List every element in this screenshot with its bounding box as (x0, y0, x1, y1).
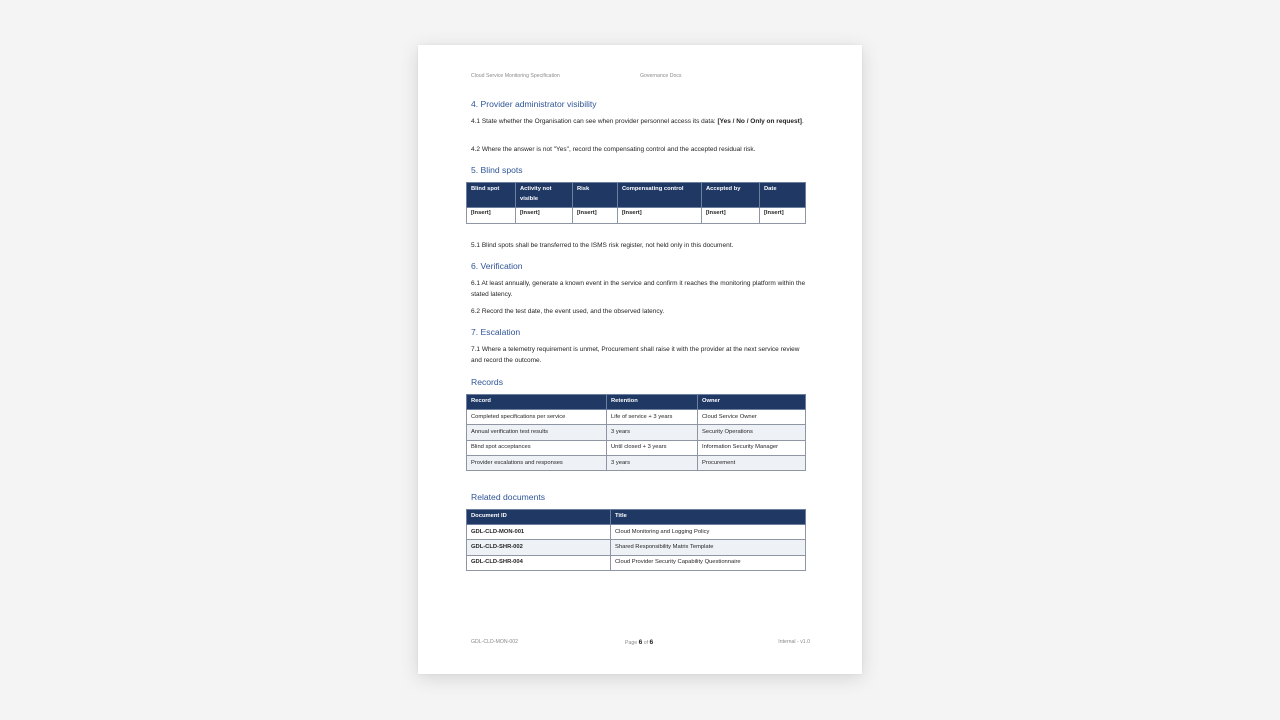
footer-doc-id: GDL-CLD-MON-002 (471, 639, 518, 645)
table-cell: 3 years (607, 455, 698, 470)
blind-spots-table (466, 182, 806, 224)
column-header: Date (760, 183, 806, 208)
table-cell: Security Operations (698, 425, 806, 440)
document-id-cell: GDL-CLD-MON-001 (467, 525, 611, 540)
heading-escalation: 7. Escalation (471, 327, 521, 337)
table-cell: [Insert] (467, 208, 516, 224)
table-cell: Blind spot acceptances (467, 440, 607, 455)
document-title-cell: Shared Responsibility Matrix Template (611, 540, 806, 555)
table-cell: Annual verification test results (467, 425, 607, 440)
table-cell: Life of service + 3 years (607, 410, 698, 425)
table-cell: [Insert] (618, 208, 702, 224)
column-header: Owner (698, 395, 806, 410)
table-cell: [Insert] (573, 208, 618, 224)
document-id-cell: GDL-CLD-SHR-002 (467, 540, 611, 555)
column-header: Accepted by (702, 183, 760, 208)
table-header-row (467, 395, 806, 410)
heading-related-documents: Related documents (471, 492, 546, 502)
table-cell: [Insert] (516, 208, 573, 224)
para-6-2: 6.2 Record the test date, the event used, and the observed latency. (471, 308, 665, 315)
table-row (467, 525, 806, 540)
column-header: Document ID (467, 510, 611, 525)
document-title-cell: Cloud Monitoring and Logging Policy (611, 525, 806, 540)
table-row (467, 440, 806, 455)
para-4-1: 4.1 State whether the Organisation can see when provider personnel access its data: [Yes / No / Only on request]. (471, 118, 804, 125)
para-7-1: 7.1 Where a telemetry requirement is unmet, Procurement shall raise it with the provider at the next service review and record the outcome. (471, 346, 800, 364)
table-cell: [Insert] (760, 208, 806, 224)
column-header: Record (467, 395, 607, 410)
para-5-1: 5.1 Blind spots shall be transferred to the ISMS risk register, not held only in this document. (471, 242, 734, 249)
table-header-row (467, 183, 806, 208)
table-cell: Procurement (698, 455, 806, 470)
table-row (467, 425, 806, 440)
document-title-cell: Cloud Provider Security Capability Questionnaire (611, 555, 806, 570)
column-header: Risk (573, 183, 618, 208)
table-cell: 3 years (607, 425, 698, 440)
table-row (467, 555, 806, 570)
table-row (467, 208, 806, 224)
table-cell: Completed specifications per service (467, 410, 607, 425)
document-id-cell: GDL-CLD-SHR-004 (467, 555, 611, 570)
para-6-1: 6.1 At least annually, generate a known event in the service and confirm it reaches the monitoring platform within the stated latency. (471, 280, 806, 298)
column-header: Title (611, 510, 806, 525)
table-cell: Provider escalations and responses (467, 455, 607, 470)
related-documents-table (466, 509, 806, 571)
table-cell: Until closed + 3 years (607, 440, 698, 455)
footer-classification: Internal - v1.0 (778, 639, 810, 645)
heading-records: Records (471, 377, 503, 387)
table-cell: [Insert] (702, 208, 760, 224)
column-header: Blind spot (467, 183, 516, 208)
table-row (467, 455, 806, 470)
para-4-2: 4.2 Where the answer is not "Yes", record the compensating control and the accepted residual risk. (471, 146, 756, 153)
answer-options: [Yes / No / Only on request] (717, 118, 802, 125)
heading-blind-spots: 5. Blind spots (471, 165, 523, 175)
header-doc-title: Cloud Service Monitoring Specification (471, 73, 560, 79)
heading-verification: 6. Verification (471, 261, 523, 271)
records-table (466, 394, 806, 471)
table-row (467, 410, 806, 425)
heading-provider-admin-visibility: 4. Provider administrator visibility (471, 99, 597, 109)
column-header: Activity not visible (516, 183, 573, 208)
table-cell: Cloud Service Owner (698, 410, 806, 425)
table-cell: Information Security Manager (698, 440, 806, 455)
table-header-row (467, 510, 806, 525)
document-page (418, 45, 862, 674)
header-section: Governance Docs (640, 73, 682, 79)
footer-page-number: Page 6 of 6 (625, 639, 654, 646)
column-header: Retention (607, 395, 698, 410)
table-row (467, 540, 806, 555)
column-header: Compensating control (618, 183, 702, 208)
